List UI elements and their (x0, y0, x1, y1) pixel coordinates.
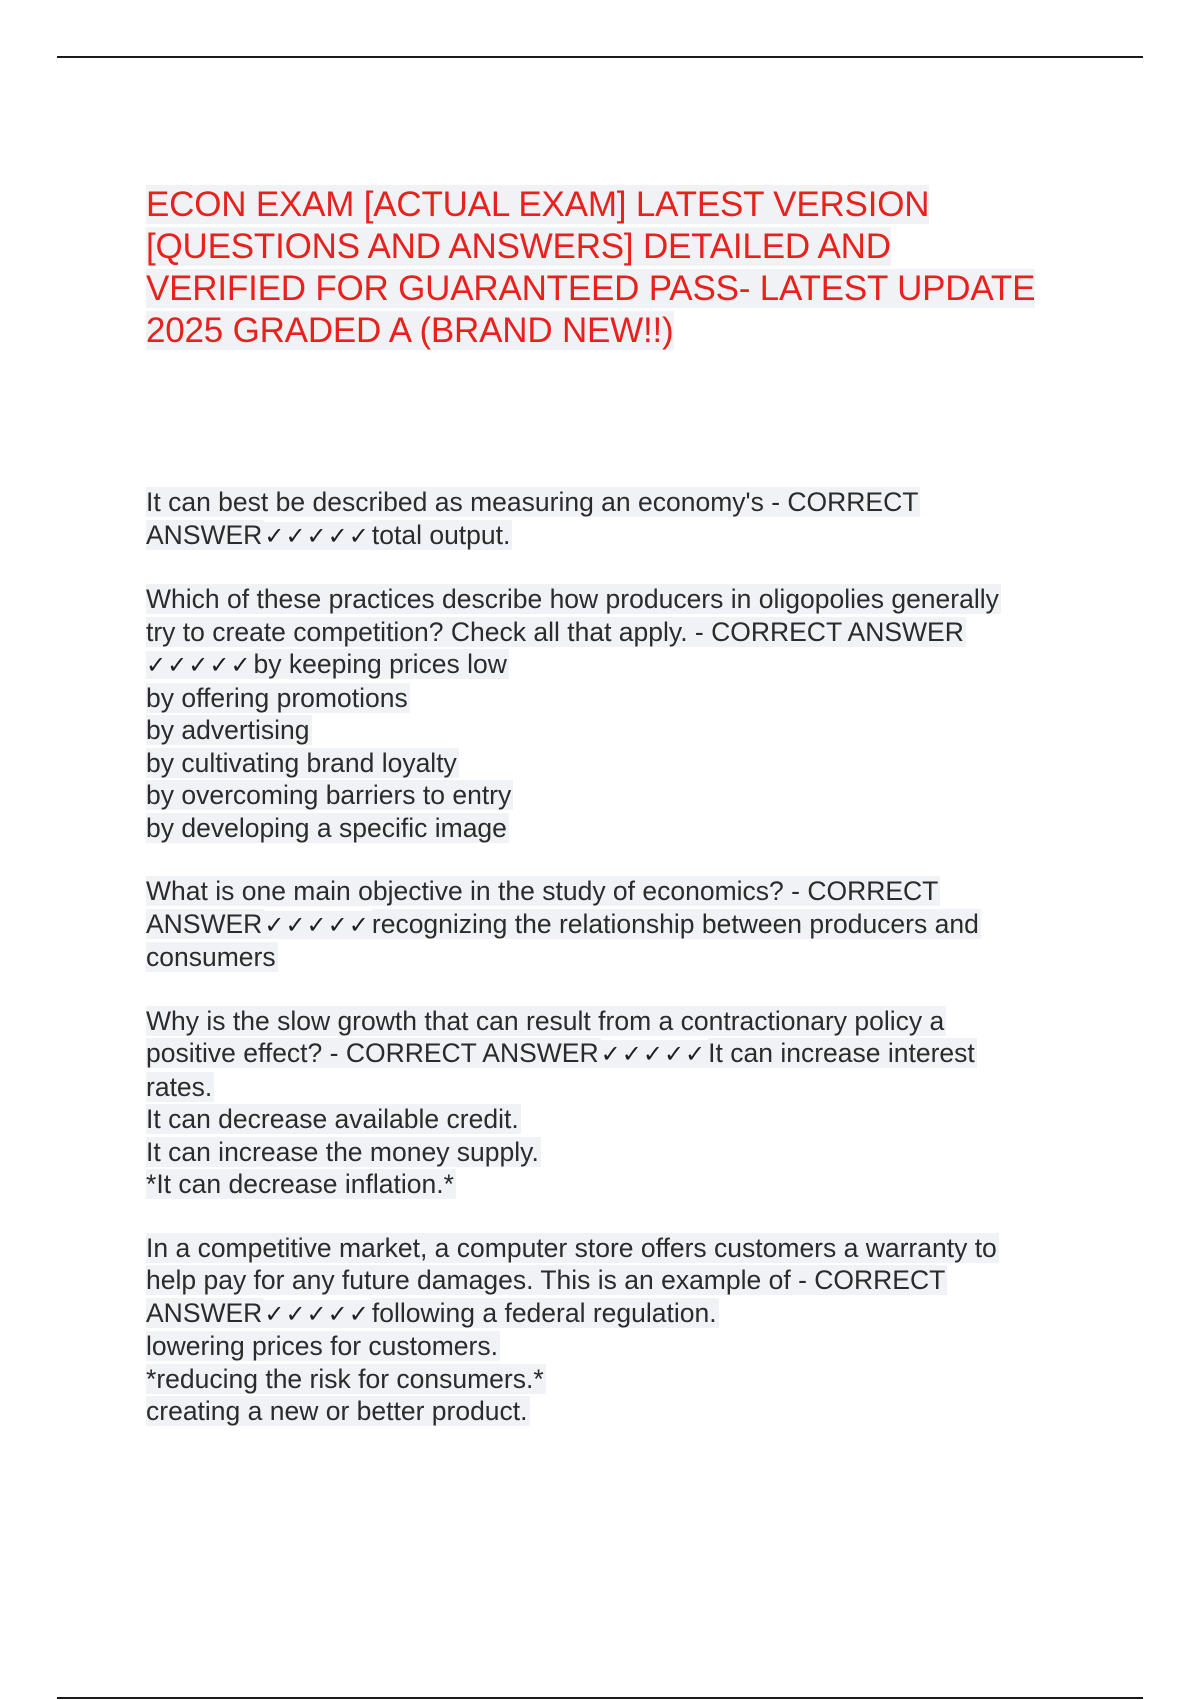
question-text: help pay for any future damages. This is an example of - CORRECT (146, 1265, 946, 1295)
check-marks: ✓✓✓✓✓ (600, 1040, 707, 1068)
check-marks: ✓✓✓✓✓ (264, 1299, 370, 1328)
title-line-3: VERIFIED FOR GUARANTEED PASS- LATEST UPDATE (146, 269, 1036, 308)
answer-text: by keeping prices low (253, 649, 507, 679)
question-text: Which of these practices describe how producers in oligopolies generally (146, 584, 999, 614)
answer-option: by developing a specific image (146, 812, 507, 843)
answer-text: recognizing the relationship between producers and (371, 908, 979, 939)
answer-text: It can increase interest (708, 1038, 975, 1068)
title-line-1: ECON EXAM [ACTUAL EXAM] LATEST VERSION (146, 185, 930, 224)
check-marks: ✓✓✓✓✓ (146, 651, 252, 679)
qa-item-2 (146, 583, 1146, 844)
answer-option: It can decrease available credit. (146, 1104, 519, 1134)
qa-item-5 (146, 1232, 1146, 1428)
answer-text: total output. (371, 519, 511, 550)
title-line-2: [QUESTIONS AND ANSWERS] DETAILED AND (146, 227, 891, 266)
answer-option: by offering promotions (146, 682, 408, 713)
qa-item-1 (146, 486, 1146, 552)
question-text: positive effect? - CORRECT ANSWER (146, 1038, 599, 1068)
answer-option: by overcoming barriers to entry (146, 780, 512, 810)
answer-label: ANSWER (146, 1297, 263, 1328)
answer-option: *It can decrease inflation.* (146, 1169, 454, 1199)
qa-item-4 (146, 1005, 1146, 1201)
bottom-rule (57, 1697, 1143, 1699)
question-text: It can best be described as measuring an economy's - CORRECT (146, 487, 919, 517)
check-marks: ✓✓✓✓✓ (264, 521, 370, 550)
answer-option: lowering prices for customers. (146, 1331, 498, 1361)
answer-text: consumers (146, 942, 276, 972)
top-rule (57, 56, 1143, 58)
answer-text: following a federal regulation. (371, 1297, 717, 1328)
answer-option: It can increase the money supply. (146, 1136, 539, 1167)
title-line-4: 2025 GRADED A (BRAND NEW!!) (146, 311, 674, 350)
question-text: try to create competition? Check all that apply. - CORRECT ANSWER (146, 616, 964, 647)
answer-option: creating a new or better product. (146, 1396, 528, 1426)
answer-option: *reducing the risk for consumers.* (146, 1363, 544, 1394)
answer-label: ANSWER (146, 908, 263, 939)
answer-option: rates. (146, 1071, 213, 1102)
question-text: Why is the slow growth that can result from a contractionary policy a (146, 1005, 945, 1036)
qa-content (146, 486, 1146, 1459)
check-marks: ✓✓✓✓✓ (264, 910, 370, 939)
qa-item-3 (146, 875, 1146, 974)
question-text: What is one main objective in the study of economics? - CORRECT (146, 876, 939, 906)
answer-label: ANSWER (146, 519, 263, 550)
answer-option: by advertising (146, 715, 310, 745)
question-text: In a competitive market, a computer store offers customers a warranty to (146, 1232, 997, 1263)
answer-option: by cultivating brand loyalty (146, 747, 457, 778)
document-title (146, 184, 1146, 352)
